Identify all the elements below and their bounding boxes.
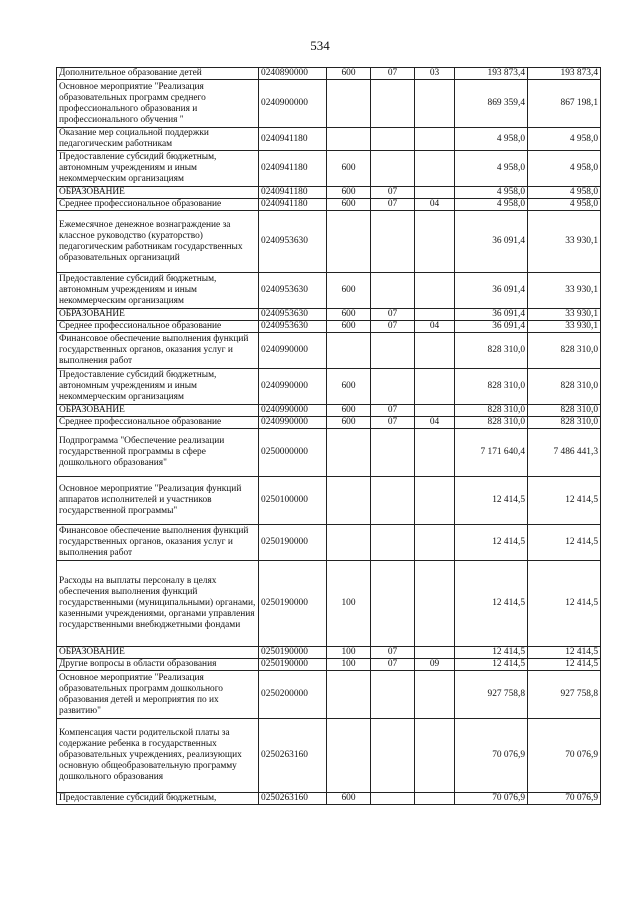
row-code: 0240953630 (259, 273, 327, 309)
row-subsection (415, 187, 455, 199)
row-amount-2: 7 486 441,3 (528, 429, 601, 477)
row-amount-2: 33 930,1 (528, 309, 601, 321)
row-code: 0240941180 (259, 187, 327, 199)
row-section (371, 429, 415, 477)
table-row (57, 211, 601, 273)
row-amount-1: 869 359,4 (455, 80, 528, 128)
row-code: 0240900000 (259, 80, 327, 128)
row-expense-type: 600 (327, 187, 371, 199)
row-expense-type: 600 (327, 273, 371, 309)
row-amount-2: 12 414,5 (528, 525, 601, 561)
table-row (57, 199, 601, 211)
row-section (371, 477, 415, 525)
row-amount-2: 33 930,1 (528, 321, 601, 333)
row-name: Финансовое обеспечение выполнения функций государственных органов, оказания услуг и выполнения работ (57, 525, 259, 561)
row-code: 0250190000 (259, 647, 327, 659)
row-name: Основное мероприятие "Реализация образовательных программ дошкольного образования детей и мероприятия по их развитию" (57, 671, 259, 719)
row-amount-1: 12 414,5 (455, 525, 528, 561)
row-name: ОБРАЗОВАНИЕ (57, 187, 259, 199)
row-amount-2: 12 414,5 (528, 659, 601, 671)
row-expense-type: 100 (327, 659, 371, 671)
row-subsection (415, 719, 455, 793)
row-subsection: 04 (415, 199, 455, 211)
row-amount-2: 4 958,0 (528, 151, 601, 187)
row-name: Расходы на выплаты персоналу в целях обеспечения выполнения функций государственными (муниципальными) органами, казенными учреждениями, органами управления государственными внебюджетными фондами (57, 561, 259, 647)
row-code: 0240941180 (259, 151, 327, 187)
table-row (57, 80, 601, 128)
row-expense-type: 100 (327, 561, 371, 647)
row-amount-2: 70 076,9 (528, 793, 601, 805)
row-section: 07 (371, 187, 415, 199)
budget-table (56, 67, 601, 805)
row-name: Оказание мер социальной поддержки педагогическим работникам (57, 128, 259, 151)
row-name: Среднее профессиональное образование (57, 199, 259, 211)
row-subsection (415, 647, 455, 659)
table-row (57, 429, 601, 477)
row-section: 07 (371, 321, 415, 333)
row-section (371, 525, 415, 561)
row-expense-type: 600 (327, 793, 371, 805)
table-row (57, 321, 601, 333)
row-subsection (415, 525, 455, 561)
row-amount-1: 36 091,4 (455, 273, 528, 309)
row-expense-type (327, 671, 371, 719)
row-subsection (415, 369, 455, 405)
row-name: Основное мероприятие "Реализация функций аппаратов исполнителей и участников государственной программы" (57, 477, 259, 525)
row-amount-1: 7 171 640,4 (455, 429, 528, 477)
row-amount-1: 36 091,4 (455, 321, 528, 333)
row-section (371, 211, 415, 273)
row-amount-1: 4 958,0 (455, 151, 528, 187)
row-subsection (415, 429, 455, 477)
row-code: 0240953630 (259, 321, 327, 333)
row-amount-2: 33 930,1 (528, 273, 601, 309)
table-row (57, 273, 601, 309)
row-amount-1: 36 091,4 (455, 211, 528, 273)
row-code: 0250263160 (259, 793, 327, 805)
row-amount-2: 828 310,0 (528, 417, 601, 429)
table-row (57, 405, 601, 417)
row-code: 0250190000 (259, 659, 327, 671)
row-name: Подпрограмма "Обеспечение реализации государственной программы в сфере дошкольного образования" (57, 429, 259, 477)
row-amount-2: 70 076,9 (528, 719, 601, 793)
row-section: 07 (371, 647, 415, 659)
row-code: 0240941180 (259, 128, 327, 151)
row-code: 0240941180 (259, 199, 327, 211)
row-code: 0250190000 (259, 525, 327, 561)
row-amount-1: 828 310,0 (455, 333, 528, 369)
row-subsection (415, 151, 455, 187)
row-amount-1: 12 414,5 (455, 659, 528, 671)
row-subsection (415, 671, 455, 719)
row-amount-2: 927 758,8 (528, 671, 601, 719)
budget-table-body (57, 68, 601, 805)
row-subsection (415, 477, 455, 525)
table-row (57, 561, 601, 647)
row-subsection: 03 (415, 68, 455, 80)
row-section (371, 561, 415, 647)
row-section: 07 (371, 199, 415, 211)
table-row (57, 659, 601, 671)
row-code: 0240890000 (259, 68, 327, 80)
row-code: 0250200000 (259, 671, 327, 719)
row-subsection (415, 793, 455, 805)
row-expense-type: 600 (327, 68, 371, 80)
page-number: 534 (310, 38, 330, 53)
row-expense-type (327, 80, 371, 128)
row-amount-2: 828 310,0 (528, 405, 601, 417)
row-expense-type (327, 525, 371, 561)
row-subsection (415, 333, 455, 369)
row-section: 07 (371, 659, 415, 671)
table-row (57, 187, 601, 199)
row-expense-type: 600 (327, 321, 371, 333)
row-expense-type (327, 477, 371, 525)
table-row (57, 477, 601, 525)
row-amount-1: 70 076,9 (455, 719, 528, 793)
row-name: Дополнительное образование детей (57, 68, 259, 80)
row-amount-2: 33 930,1 (528, 211, 601, 273)
row-section: 07 (371, 68, 415, 80)
row-expense-type: 600 (327, 369, 371, 405)
table-row (57, 417, 601, 429)
row-subsection (415, 211, 455, 273)
row-amount-1: 828 310,0 (455, 405, 528, 417)
row-expense-type (327, 211, 371, 273)
row-section (371, 80, 415, 128)
row-expense-type (327, 128, 371, 151)
row-amount-2: 4 958,0 (528, 199, 601, 211)
table-row (57, 151, 601, 187)
row-name: ОБРАЗОВАНИЕ (57, 309, 259, 321)
row-name: Предоставление субсидий бюджетным, автономным учреждениям и иным некоммерческим организациям (57, 151, 259, 187)
row-expense-type: 600 (327, 309, 371, 321)
row-amount-1: 4 958,0 (455, 128, 528, 151)
row-amount-1: 927 758,8 (455, 671, 528, 719)
row-code: 0250100000 (259, 477, 327, 525)
row-expense-type (327, 429, 371, 477)
row-expense-type (327, 719, 371, 793)
row-subsection (415, 309, 455, 321)
row-code: 0240990000 (259, 369, 327, 405)
row-expense-type: 100 (327, 647, 371, 659)
row-section (371, 793, 415, 805)
row-name: ОБРАЗОВАНИЕ (57, 647, 259, 659)
row-section (371, 273, 415, 309)
row-amount-1: 828 310,0 (455, 369, 528, 405)
table-row (57, 309, 601, 321)
row-subsection: 04 (415, 417, 455, 429)
row-expense-type (327, 333, 371, 369)
row-name: Среднее профессиональное образование (57, 321, 259, 333)
row-amount-2: 828 310,0 (528, 369, 601, 405)
row-amount-1: 12 414,5 (455, 647, 528, 659)
row-code: 0250000000 (259, 429, 327, 477)
row-section (371, 333, 415, 369)
row-code: 0250190000 (259, 561, 327, 647)
row-name: Ежемесячное денежное вознаграждение за классное руководство (кураторство) педагогическим работникам государственных образовательных организаций (57, 211, 259, 273)
row-amount-1: 12 414,5 (455, 561, 528, 647)
row-section: 07 (371, 417, 415, 429)
row-name: Компенсация части родительской платы за содержание ребенка в государственных образовательных учреждениях, реализующих основную общеобразовательную программу дошкольного образования (57, 719, 259, 793)
row-amount-1: 4 958,0 (455, 199, 528, 211)
row-expense-type: 600 (327, 405, 371, 417)
row-amount-1: 828 310,0 (455, 417, 528, 429)
table-row (57, 369, 601, 405)
row-amount-1: 70 076,9 (455, 793, 528, 805)
row-section: 07 (371, 405, 415, 417)
table-row (57, 719, 601, 793)
row-code: 0240953630 (259, 309, 327, 321)
row-amount-2: 867 198,1 (528, 80, 601, 128)
row-subsection (415, 128, 455, 151)
row-expense-type: 600 (327, 151, 371, 187)
table-row (57, 793, 601, 805)
row-amount-1: 4 958,0 (455, 187, 528, 199)
row-amount-1: 12 414,5 (455, 477, 528, 525)
row-name: Среднее профессиональное образование (57, 417, 259, 429)
row-expense-type: 600 (327, 417, 371, 429)
row-code: 0240990000 (259, 333, 327, 369)
row-subsection: 09 (415, 659, 455, 671)
table-row (57, 647, 601, 659)
row-subsection (415, 80, 455, 128)
row-name: Предоставление субсидий бюджетным, автономным учреждениям и иным некоммерческим организациям (57, 369, 259, 405)
row-subsection (415, 405, 455, 417)
row-name: Финансовое обеспечение выполнения функций государственных органов, оказания услуг и выполнения работ (57, 333, 259, 369)
row-code: 0250263160 (259, 719, 327, 793)
row-amount-1: 193 873,4 (455, 68, 528, 80)
row-name: Основное мероприятие "Реализация образовательных программ среднего профессионального образования и профессионального обучения " (57, 80, 259, 128)
row-amount-2: 12 414,5 (528, 561, 601, 647)
row-amount-2: 4 958,0 (528, 187, 601, 199)
row-code: 0240953630 (259, 211, 327, 273)
row-subsection (415, 561, 455, 647)
row-expense-type: 600 (327, 199, 371, 211)
row-name: ОБРАЗОВАНИЕ (57, 405, 259, 417)
row-section: 07 (371, 309, 415, 321)
table-row (57, 128, 601, 151)
row-section (371, 151, 415, 187)
table-row (57, 333, 601, 369)
row-amount-2: 193 873,4 (528, 68, 601, 80)
row-subsection (415, 273, 455, 309)
row-amount-2: 12 414,5 (528, 477, 601, 525)
row-code: 0240990000 (259, 417, 327, 429)
row-amount-2: 828 310,0 (528, 333, 601, 369)
row-name: Предоставление субсидий бюджетным, автономным учреждениям и иным некоммерческим организациям (57, 273, 259, 309)
row-section (371, 671, 415, 719)
row-amount-2: 4 958,0 (528, 128, 601, 151)
row-code: 0240990000 (259, 405, 327, 417)
row-subsection: 04 (415, 321, 455, 333)
table-row (57, 68, 601, 80)
row-amount-1: 36 091,4 (455, 309, 528, 321)
table-row (57, 525, 601, 561)
row-name: Предоставление субсидий бюджетным, (57, 793, 259, 805)
table-row (57, 671, 601, 719)
row-section (371, 719, 415, 793)
row-amount-2: 12 414,5 (528, 647, 601, 659)
row-name: Другие вопросы в области образования (57, 659, 259, 671)
row-section (371, 369, 415, 405)
row-section (371, 128, 415, 151)
